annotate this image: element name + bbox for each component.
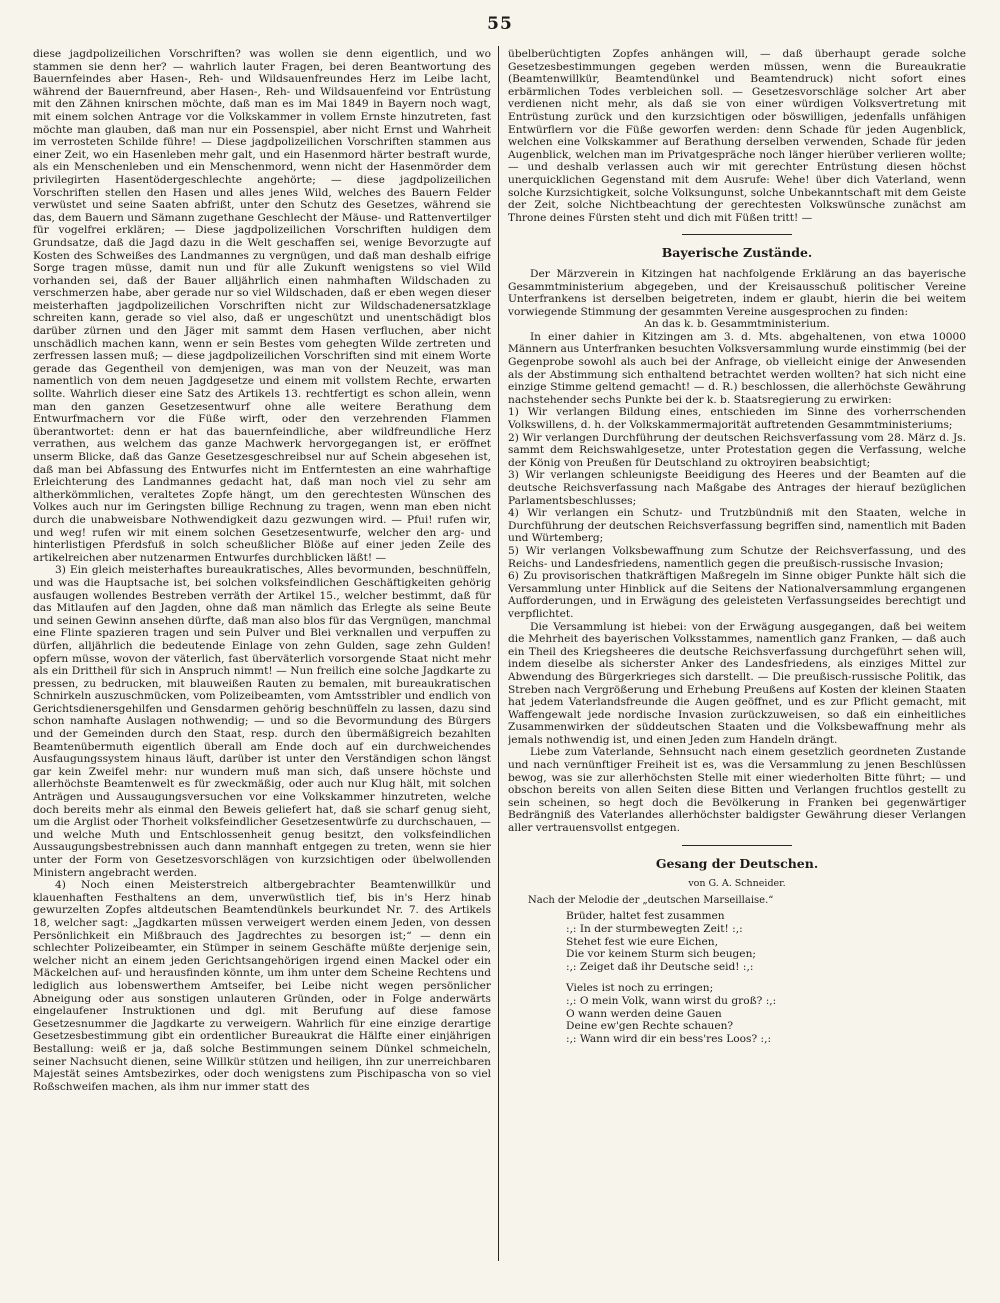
demand-item: 1) Wir verlangen Bildung eines, entschieden im Sinne des vorherrschenden Volkswillens, d. h. der Volkskammermajorität auftretenden Gesammtministeriums; bbox=[508, 406, 966, 432]
article-paragraph: 3) Ein gleich meisterhaftes bureaukratisches, Alles bevormunden, beschnüffeln, und was die Hauptsache ist, bei solchen volksfeindlichen Geschäftigkeiten gehörig ausfaugen wollendes Bestreben verräth der Artikel 15., welcher bestimmt, daß für das Mitlaufen auf den Jagden, ohne daß man nämlich das Erlegte als seine Beute und seinen Gewinn ansehen dürfte, daß man also blos für das Vergnügen, manchmal eine Flinte spazieren tragen und sein Pulver und Blei verknallen und verpuffen zu dürfen, alljährlich die bedeutende Einlage von zehn Gulden, sage zehn Gulden! opfern müsse, wovon der väterlich, fast überväterlich vorsorgende Staat nicht mehr als ein Drittheil für sich in Anspruch nimmt! — Nun freilich eine solche Jagdkarte zu pressen, zu bedrucken, mit blauweißen Rauten zu bemalen, mit bureaukratischen Schnirkeln auszuschmücken, vom Polizeibeamten, vom Amtsstribler und endlich von Gerichtsdienersgehilfen und Gensdarmen gehörig beschnüffeln zu lassen, dazu sind schon namhafte Auslagen nothwendig; — und so die Bevormundung des Bürgers und der Gemeinden durch den Staat, resp. durch den übermäßigreich bezahlten Beamtenübermuth eigentlich überall am Ende doch auf ein durchweichendes Ausfaugungssystem hinaus läuft, darüber ist unter den Verständigen schon längst gar kein Zweifel mehr: nur wundern muß man sich, daß unsere höchste und allerhöchste Beamtenwelt es für zweckmäßig, oder auch nur Klug hält, mit solchen Anträgen und Aussaugungsversuchen vor eine Volkskammer hinzutreten, welche doch bereits mehr als einmal den Beweis geliefert hat, daß sie scharf genug sieht, um die Arglist oder Thorheit volksfeindlicher Gesetzesentwürfe zu durchschauen, — und welche Muth und Entschlossenheit genug besitzt, den volksfeindlichen Aussaugungsbestrebnissen auch dann mannhaft entgegen zu treten, wenn sie hier unter der Form von Gesetzesvorschlägen von kurzsichtigen oder übelwollenden Ministern angebracht werden. bbox=[33, 564, 491, 879]
demand-item: 4) Wir verlangen ein Schutz- und Trutzbündniß mit den Staaten, welche in Durchführung der deutschen Reichsverfassung begriffen sind, namentlich mit Baden und Würtemberg; bbox=[508, 507, 966, 545]
closing-paragraph: Die Versammlung ist hiebei: von der Erwägung ausgegangen, daß bei weitem die Mehrheit des bayerischen Volksstammes, namentlich ganz Franken, — daß auch ein Theil des Kriegsheeres die deutsche Reichsverfassung durchgeführt sehen will, indem dieselbe als sicherster Anker des Landesfriedens, als einziges Mittel zur Abwendung des Bürgerkrieges sich darstellt. — Die preußisch-russische Politik, das Streben nach Vergrößerung und Erhebung Preußens auf Kosten der kleinen Staaten hat jedem Vaterlandsfreunde die Augen geöffnet, und es zur Pflicht gemacht, mit Waffengewalt jede nordische Invasion zurückzuweisen, so daß ein einheitliches Zusammenwirken der süddeutschen Staaten und die Volksbewaffnung mehr als jemals nothwendig ist, und einen Jeden zum Handeln drängt. bbox=[508, 620, 966, 746]
poem-line: :,: Zeiget daß ihr Deutsche seid! :,: bbox=[566, 960, 754, 973]
address-line: An das k. b. Gesammtministerium. bbox=[644, 318, 830, 331]
poem-title: Gesang der Deutschen. bbox=[655, 855, 819, 871]
poem-line: Deine ew'gen Rechte schauen? bbox=[566, 1020, 734, 1033]
poem-line: O wann werden deine Gauen bbox=[566, 1007, 722, 1020]
column-divider bbox=[498, 46, 499, 1261]
article-paragraph: 4) Noch einen Meisterstreich altbergebrachter Beamtenwillkür und klauenhaften Festhaltens an dem, unverwüstlich tief, bis in's Herz hinab gewurzelten Zopfes altdeutschen Beamtendünkels beurkundet Nr. 7. des Artikels 18, welcher sagt: „Jagdkarten müssen verweigert werden einem Jeden, von dessen Persönlichkeit ein Mißbrauch des Jagdrechtes zu besorgen ist;“ — denn ein schlechter Polizeibeamter, ein Stümper in seinem Geschäfte müßte derjenige sein, welcher nicht an einem jeden Gerichtsangehörigen irgend einen Mackel oder ein Mäckelchen auf- und herausfinden könnte, um ihm unter dem Scheine Rechtens und lediglich aus lobenswerthem Amtseifer, bei Leibe nicht wegen persönlicher Abneigung oder aus sonstigen unlauteren Gründen, oder in Folge anderwärts eingelaufener Instruktionen und dgl. mit Berufung auf diese famose Gesetzesnummer die Jagdkarte zu verweigern. Wahrlich für eine einzige derartige Gesetzesbestimmung gibt ein ordentlicher Bureaukrat die Hälfte einer einjährigen Bestallung: weiß er ja, daß solche Bestimmungen seinem Dünkel schmeicheln, seiner Nachsucht dienen, seine Willkür stützen und heiligen, ihn zur unerreichbaren Majestät seines Amtsbezirkes, oder doch wenigstens zum Pischipascha von so viel Roßschweifen machen, als ihm nur immer statt des bbox=[33, 879, 491, 1093]
poem-body bbox=[508, 910, 966, 1045]
poem-line: Brüder, haltet fest zusammen bbox=[566, 910, 725, 923]
poem-line: Stehet fest wie eure Eichen, bbox=[566, 935, 718, 948]
poem-line: :,: In der sturmbewegten Zeit! :,: bbox=[566, 923, 743, 935]
right-column bbox=[508, 48, 966, 1263]
poem-line: :,: Wann wird dir ein bess'res Loos? :,: bbox=[566, 1032, 772, 1045]
stanza-gap bbox=[566, 973, 966, 982]
article-paragraph: diese jagdpolizeilichen Vorschriften? was wollen sie denn eigentlich, und wo stammen sie denn her? — wahrlich lauter Fragen, bei deren Beantwortung des Bauernfeindes aber Hasen-, Reh- und Wildsauenfreundes Herz im Leibe lacht, während der Bauernfreund, aber Hasen-, Reh- und Wildsauenfeind vor Entrüstung mit den Zähnen knirschen möchte, daß man es im Mai 1849 in Bayern noch wagt, mit einem solchen Antrage vor die Volkskammer in vollem Ernste hinzutreten, fast möchte man glauben, daß man nur ein Possenspiel, aber nicht Ernst und Wahrheit im verrosteten Schilde führe! — Diese jagdpolizeilichen Vorschriften stammen aus einer Zeit, wo ein Hasenleben mehr galt, und ein Hasenmord härter bestraft wurde, als ein Menschenleben und ein Menschenmord, wenn nicht der Hasenmörder dem privilegirten Hasentödergeschlechte angehörte; — diese jagdpolizeilichen Vorschriften stellen den Hasen und alles jenes Wild, welches des Bauern Felder verwüstet und seine Saaten abfrißt, unter den Schutz des Gesetzes, während sie das, dem Bauern und Sämann zugethane Geschlecht der Mäuse- und Rattenvertilger für vogelfrei erklären; — Diese jagdpolizeilichen Vorschriften huldigen dem Grundsatze, daß die Jagd dazu in die Welt geschaffen sei, wenige Bevorzugte auf Kosten des Schweißes des Landmannes zu vergnügen, und daß man deshalb eifrige Sorge tragen müsse, damit nun und für alle Zukunft wenigstens so viel Wild vorhanden sei, daß der Bauer alljährlich einen nahmhaften Wildschaden zu verschmerzen habe, aber gerade nur so viel Wildschaden, daß er eben wegen dieser meisterhaften jagdpolizeilichen Vorschriften nicht zur Wildschadenersatzklage schreiten kann, gerade so viel also, daß er ungeschützt und unentschädigt blos darüber zürnen und den Jäger mit sammt dem Hasen verfluchen, aber nicht unschädlich machen kann, wenn er sein Bestes vom gehegten Wilde zertreten und zerfressen lassen muß; — diese jagdpolizeilichen Vorschriften sind mit einem Worte gerade das Gegentheil von demjenigen, was man von der Neuzeit, was man namentlich von dem neuen Jagdgesetze und einem mit vollstem Rechte, erwarten sollte. Wahrlich dieser eine Satz des Artikels 13. rechtfertigt es schon allein, wenn man den ganzen Gesetzesentwurf ohne alle weitere Berathung dem Entwurfmachern vor die Füße wirft, oder den verzehrenden Flammen überantwortet: denn er hat das bauernfeindliche, aber wildfreundliche Herz verrathen, aus welchem das ganze Machwerk hervorgegangen ist, er eröffnet unserm Blicke, daß das Ganze Gesetzesgeschreibsel nur auf Schein abgesehen ist, daß man bei Abfassung des Entwurfes nicht im Entferntesten an eine wahrhaftige Erleichterung des Landmannes gedacht hat, daß man noch viel zu sehr am altherkömmlichen, veraltetes Zopfe hängt, um den gerechtesten Wünschen des Volkes auch nur im Geringsten billige Rechnung zu tragen, wenn man eben nicht durch die unabweisbare Nothwendigkeit dazu gezwungen wird. — Pfui! rufen wir, und weg! rufen wir mit einem solchen Gesetzesentwurfe, welcher den arg- und hinterlistigen Pferdsfuß in solch scheußlicher Blöße auf einer jeden Zeile des artikelreichen aber nutzenarmen Entwurfes durchblicken läßt! — bbox=[33, 48, 491, 564]
poem-author: von G. A. Schneider. bbox=[688, 878, 786, 890]
page-number: 55 bbox=[487, 14, 513, 34]
address-body: In einer dahier in Kitzingen am 3. d. Mts. abgehaltenen, von etwa 10000 Männern aus Unterfranken besuchten Volksversammlung wurde einstimmig (bei der Gegenprobe sowohl als auch bei der Anfrage, ob vielleicht einige der Anwesenden als der Abstimmung sich enthaltend betrachtet werden wollten? hat sich nicht eine einzige Stimme geltend gemacht! — d. R.) beschlossen, die allerhöchste Gewährung nachstehender sechs Punkte bei der k. b. Staatsregierung zu erwirken: bbox=[508, 330, 966, 406]
section-separator bbox=[682, 234, 792, 235]
poem-line: :,: O mein Volk, wann wirst du groß? :,: bbox=[566, 994, 777, 1007]
poem-line: Vieles ist noch zu erringen; bbox=[566, 982, 714, 995]
demand-item: 6) Zu provisorischen thatkräftigen Maßregeln im Sinne obiger Punkte hält sich die Versammlung unter Hinblick auf die Seitens der Nationalversammlung ergangenen Aufforderungen, und in Erwägung des geleisteten Verfassungseides berechtigt und verpflichtet. bbox=[508, 570, 966, 620]
demand-item: 2) Wir verlangen Durchführung der deutschen Reichsverfassung vom 28. März d. Js. sammt dem Reichswahlgesetze, unter Protestation gegen die Verfassung, welche der König von Preußen für Deutschland zu oktroyiren beabsichtigt; bbox=[508, 431, 966, 469]
article-continuation: übelberüchtigten Zopfes anhängen will, — daß überhaupt gerade solche Gesetzesbestimmungen gegeben werden müssen, wenn die Bureaukratie (Beamtenwillkür, Beamtendünkel und Beamtendruck) nicht sofort eines erbärmlichen Todes verbleichen soll. — Gesetzesvorschläge solcher Art aber verdienen nicht mehr, als daß sie von einer würdigen Volksvertretung mit Entrüstung zurück und den kurzsichtigen oder böswilligen, jedenfalls unfähigen Entwürflern vor die Füße geworfen werden: denn Schade für jeden Augenblick, welchen eine Volkskammer auf Berathung derselben verwenden, Schade für jeden Augenblick, welchen man im Privatgespräche noch länger hierüber verlieren wollte; — und deshalb verlassen auch wir mit gerechter Entrüstung diesen höchst unerquicklichen Gegenstand mit dem Ausrufe: Wehe! über dich Vaterland, wenn solche Kurzsichtigkeit, solche Volksungunst, solche Unbekanntschaft mit dem Geiste der Zeit, solche Nichtbeachtung der gerechtesten Volkswünsche zunächst am Throne deines Fürsten steht und dich mit Füßen tritt! — bbox=[508, 48, 966, 224]
demand-item: 3) Wir verlangen schleunigste Beeidigung des Heeres und der Beamten auf die deutsche Reichsverfassung nach Maßgabe des Antrages der hierauf bezüglichen Parlamentsbeschlusses; bbox=[508, 469, 966, 507]
closing-paragraph: Liebe zum Vaterlande, Sehnsucht nach einem gesetzlich geordneten Zustande und nach vernünftiger Freiheit ist es, was die Versammlung zu jenen Beschlüssen bewog, was sie zur allerhöchsten Stelle mit einer wiederholten Bitte führt; — und obschon bereits von allen Seiten diese Bitten und Verlangen fruchtlos gestellt zu sein scheinen, so hegt doch die Bevölkerung in Franken bei gegenwärtiger Bedrängniß des Vaterlandes allerhöchster baldigster Gewährung dieser Verlangen aller vertrauensvollst entgegen. bbox=[508, 746, 966, 835]
demand-item: 5) Wir verlangen Volksbewaffnung zum Schutze der Reichsverfassung, und des Reichs- und Landesfriedens, namentlich gegen die preußisch-russische Invasion; bbox=[508, 544, 966, 570]
section-separator bbox=[682, 845, 792, 846]
section-paragraph: Der Märzverein in Kitzingen hat nachfolgende Erklärung an das bayerische Gesammtministerium abgegeben, und der Kreisausschuß politischer Vereine Unterfrankens ist derselben beigetreten, indem er glaubt, hierin die bei weitem vorwiegende Stimmung der gesammten Vereine ausgesprochen zu finden: bbox=[508, 267, 966, 318]
left-column bbox=[33, 48, 491, 1263]
section-title: Bayerische Zustände. bbox=[661, 245, 813, 261]
poem-melody-note: Nach der Melodie der „deutschen Marseillaise.“ bbox=[528, 894, 774, 906]
poem-line: Die vor keinem Sturm sich beugen; bbox=[566, 948, 756, 961]
